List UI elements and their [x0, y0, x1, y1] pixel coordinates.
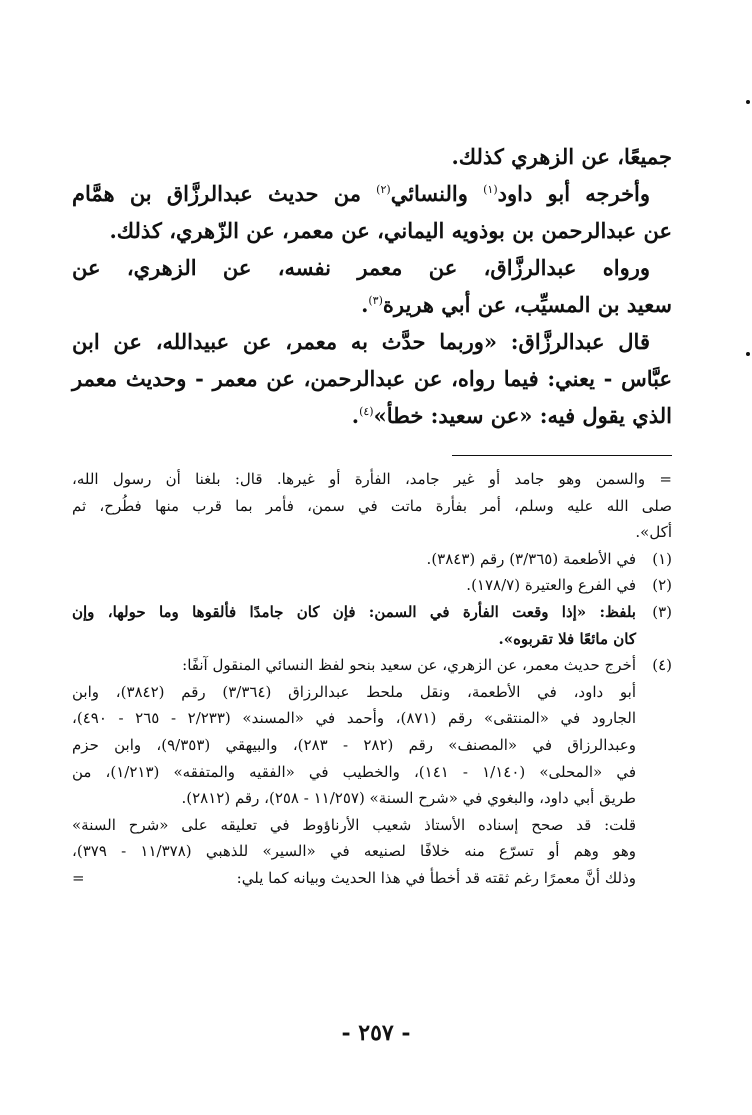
continuation-mark: =	[72, 868, 85, 887]
main-line-1: جميعًا، عن الزهري كذلك.	[451, 144, 672, 169]
footnote-ref[interactable]: (٢)	[376, 183, 391, 196]
footnote-3: (٣) بلفظ: «إذا وقعت الفأرة في السمن: فإن كان جامدًا فألقوها وما حولها، وإن كان مائعًا فلا تقربوه».	[72, 599, 672, 652]
page-edge-mark	[746, 352, 750, 356]
main-line-3: عن عبدالرحمن بن بوذويه اليماني، عن معمر، عن الزّهري، كذلك.	[109, 218, 672, 243]
footnote-ref[interactable]: (٣)	[368, 294, 383, 307]
footnote-ref[interactable]: (٤)	[359, 405, 374, 418]
footnote-number: (٢)	[652, 576, 672, 595]
footnote-number: (١)	[652, 549, 672, 568]
footnote-number: (٤)	[652, 656, 672, 675]
main-text	[72, 138, 672, 434]
page-edge-mark	[746, 100, 750, 104]
footnote-ref[interactable]: (١)	[483, 183, 498, 196]
footnote-2: (٢) في الفرع والعتيرة (١٧٨/٧).	[72, 572, 672, 599]
footnote-divider	[452, 455, 672, 456]
footnote-4: (٤) أخرج حديث معمر، عن الزهري، عن سعيد بنحو لفظ النسائي المنقول آنفًا: أبو داود، في الأطعمة، ونقل ملحط عبدالرزاق (٣/٣٦٤) رقم (٣٨٤٢)، وابن الجارود في «المنتقى» رقم (٨٧١)، وأحمد في «المسند» (٢/٢٣٣ - ٢٦٥ - ٤٩٠)، وعبدالرزاق في «المصنف» رقم (٢٨٢ - ٢٨٣)، والبيهقي (٩/٣٥٣)، وابن حزم في «المحلى» (١/١٤٠ - ١٤١)، والخطيب في «الفقيه والمتفقه» (١/٢١٣)، من طريق أبي داود، والبغوي في «شرح السنة» (١١/٢٥٧ - ٢٥٨)، رقم (٢٨١٢). قلت: قد صحح إسناده الأستاذ شعيب الأرناؤوط في تعليقه على «شرح السنة» وهو وهم أو تسرّع منه خلافًا لصنيعه في «السير» للذهبي (١١/٣٧٨ - ٣٧٩)، وذلك أنَّ معمرًا رغم ثقته قد أخطأ في هذا الحديث وبيانه كما يلي: =	[72, 652, 672, 891]
footnote-1: (١) في الأطعمة (٣/٣٦٥) رقم (٣٨٤٣).	[72, 546, 672, 573]
main-line-2: وأخرجه أبو داود$^{(١)}$ والنسائي$^{(٢)}$ من حديث عبدالرزَّاق بن همَّام	[72, 181, 651, 206]
main-line-6: قال عبدالرزَّاق: «وربما حدَّث به معمر، عن عبيدالله، عن ابن	[72, 329, 650, 354]
main-line-8: الذي يقول فيه: «عن سعيد: خطأ»$^{(٤)}$.	[351, 403, 672, 428]
footnote-continuation: = والسمن وهو جامد أو غير جامد، الفأرة أو غيرها. قال: بلغنا أن رسول الله، صلى الله عليه وسلم، أمر بفأرة ماتت في سمن، فأمر بما قرب منها فطُرح، ثم أكل».	[72, 470, 672, 542]
main-line-4: ورواه عبدالرزَّاق، عن معمر نفسه، عن الزهري، عن	[72, 255, 650, 280]
footnote-number: (٣)	[652, 602, 672, 621]
page-number: - ٢٥٧ -	[341, 1020, 411, 1046]
main-line-7: عبَّاس - يعني: فيما رواه، عن عبدالرحمن، عن معمر - وحديث معمر	[72, 366, 672, 391]
main-line-5: سعيد بن المسيِّب، عن أبي هريرة$^{(٣)}$.	[361, 292, 672, 317]
footnotes	[72, 466, 672, 892]
